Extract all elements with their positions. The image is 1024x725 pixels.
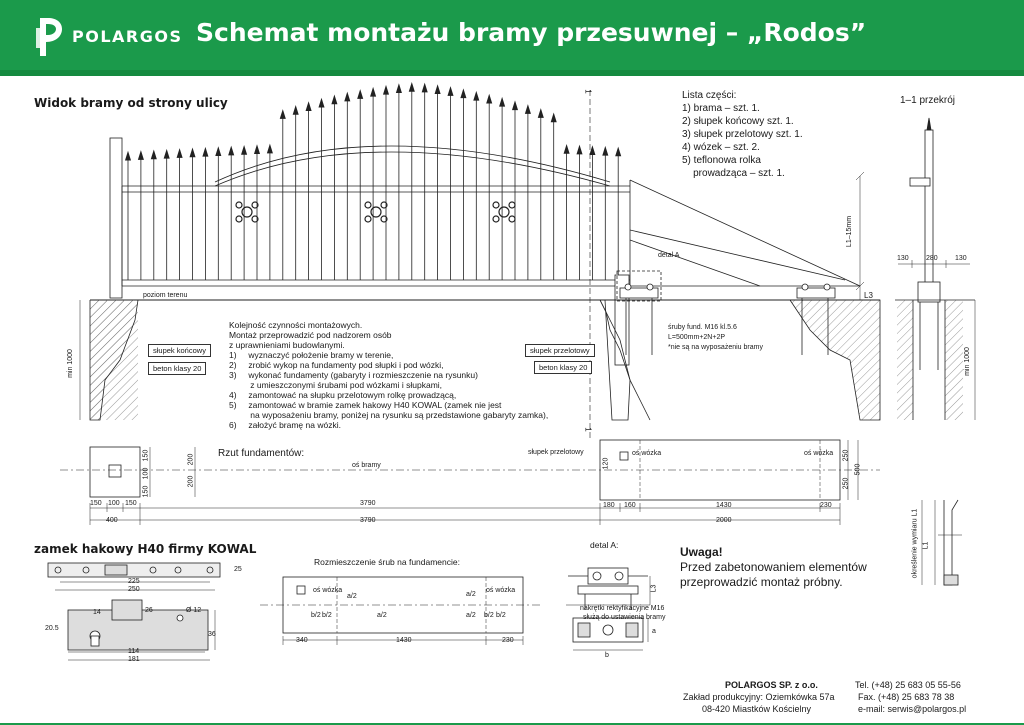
section-mark-bottom: 1 [583, 427, 593, 432]
instr-2: z uprawnieniami budowlanymi. [229, 340, 345, 350]
height-l1-label: L1–15mm [846, 215, 854, 248]
lock-114: 114 [128, 648, 140, 655]
picket-spear-tip [151, 151, 156, 159]
foundation-plan [60, 440, 880, 525]
lock-181: 181 [128, 656, 140, 663]
lock-25: 25 [234, 566, 242, 573]
bl-b2-4: b/2 [496, 612, 506, 619]
fp-250-a: 250 [842, 449, 850, 462]
fp-160: 160 [624, 502, 636, 509]
picket-spear-tip [513, 102, 518, 110]
picket-spear-tip [525, 105, 530, 113]
picket-spear-tip [487, 95, 492, 103]
picket-spear-tip [603, 147, 608, 155]
bl-340: 340 [296, 637, 308, 644]
lock-14: 14 [93, 609, 101, 616]
picket-spear-tip [332, 96, 337, 104]
fp-180: 180 [603, 502, 615, 509]
bl-230: 230 [502, 637, 514, 644]
picket-spear-tip [229, 147, 234, 155]
fp-230: 230 [820, 502, 832, 509]
bl-a2-4: a/2 [466, 612, 476, 619]
fp-120: 120 [602, 457, 610, 470]
instr-6: z umieszczonymi śrubami pod wózkami i słupkami, [229, 380, 443, 390]
fp-200-b: 200 [187, 475, 195, 488]
picket-spear-tip [461, 90, 466, 98]
street-view-heading: Widok bramy od strony ulicy [34, 96, 228, 110]
footer-address2: 08-420 Miastków Kościelny [702, 704, 812, 714]
footer-fax: Fax. (+48) 25 683 78 38 [858, 692, 955, 702]
picket-spear-tip [319, 99, 324, 107]
l1-mark: L1 [922, 541, 930, 550]
instr-0: Kolejność czynności montażowych. [229, 320, 363, 330]
picket-spear-tip [577, 146, 582, 154]
picket-spear-tip [384, 86, 389, 94]
section-dim-b: 280 [926, 255, 938, 262]
bl-b2-3: b/2 [484, 612, 494, 619]
picket-spear-tip [216, 148, 221, 156]
footer-tel: Tel. (+48) 25 683 05 55-56 [855, 680, 961, 690]
picket-spear-tip [448, 88, 453, 96]
parts-item-3: 3) słupek przelotowy szt. 1. [682, 129, 803, 140]
picket-spear-tip [435, 86, 440, 94]
lock-20-5: 20.5 [45, 625, 59, 632]
picket-spear-tip [242, 146, 247, 154]
section-dim-c: 130 [955, 255, 967, 262]
fp-3790-a: 3790 [360, 500, 376, 507]
lock-26: 26 [145, 607, 153, 614]
fp-trolley-axis-1: oś wózka [632, 450, 662, 457]
parts-item-2: 2) słupek końcowy szt. 1. [682, 116, 794, 127]
fp-200-a: 200 [187, 453, 195, 466]
lock-250: 250 [128, 586, 140, 593]
picket-spear-tip [590, 147, 595, 155]
fp-2000: 2000 [716, 517, 732, 524]
instr-5: 3) wykonać fundamenty (gabaryty i rozmieszczenie na rysunku) [229, 370, 478, 380]
fp-bdim-2: 100 [108, 500, 120, 507]
detail-a-a: a [652, 628, 656, 635]
bl-b2-2: b/2 [322, 612, 332, 619]
footer-email[interactable]: e-mail: serwis@polargos.pl [858, 704, 967, 714]
section-dim-a: 130 [897, 255, 909, 262]
fp-500: 500 [854, 463, 862, 476]
picket-spear-tip [616, 148, 621, 156]
section-depth: min 1000 [963, 347, 971, 376]
picket-spear-tip [293, 106, 298, 114]
parts-list-title: Lista części: [682, 90, 737, 101]
warning-line1: Przed zabetonowaniem elementów [680, 560, 867, 574]
warning-line2: przeprowadzić montaż próbny. [680, 575, 843, 589]
parts-item-1: 1) brama – szt. 1. [682, 103, 760, 114]
depth-left-label: min 1000 [66, 349, 74, 378]
picket-spear-tip [551, 114, 556, 122]
instr-10: 6) założyć bramę na wózki. [229, 420, 341, 430]
fp-400: 400 [106, 517, 118, 524]
parts-item-4: 4) wózek – szt. 2. [682, 142, 760, 153]
instr-9: na wyposażeniu bramy, poniżej na rysunku są przedstawione gabaryty zamka), [229, 410, 549, 420]
detail-a-b: b [605, 652, 609, 659]
page-title: Schemat montażu bramy przesuwnej – „Rodos” [196, 18, 867, 47]
parts-item-6: prowadząca – szt. 1. [682, 168, 785, 179]
end-post-label: słupek końcowy [148, 344, 211, 357]
ground-level-label: poziom terenu [143, 292, 188, 299]
picket-spear-tip [255, 146, 260, 154]
bl-b2-1: b/2 [311, 612, 321, 619]
l1-description: określenie wymiaru L1 [911, 508, 919, 579]
fp-vdim-2: 100 [142, 467, 150, 480]
picket-spear-tip [280, 110, 285, 118]
instr-3: 1) wyznaczyć położenie bramy w terenie, [229, 350, 394, 360]
fp-bdim-1: 150 [90, 500, 102, 507]
parts-item-5: 5) teflonowa rolka [682, 155, 761, 166]
nuts-line2: służą do ustawienia bramy [583, 614, 666, 621]
lock-12: Ø 12 [186, 607, 202, 614]
fp-3790-b: 3790 [360, 517, 376, 524]
picket-spear-tip [396, 85, 401, 93]
concrete-left-label: beton klasy 20 [148, 362, 206, 375]
picket-spear-tip [177, 150, 182, 158]
picket-spear-tip [409, 83, 414, 91]
picket-spear-tip [345, 93, 350, 101]
fp-vdim-3: 150 [142, 449, 150, 462]
instr-4: 2) zrobić wykop na fundamenty pod słupki i pod wózki, [229, 360, 444, 370]
fp-bdim-3: 150 [125, 500, 137, 507]
section-title: 1–1 przekrój [900, 95, 956, 106]
picket-spear-tip [164, 150, 169, 158]
picket-spear-tip [138, 151, 143, 159]
fp-vdim-1: 150 [142, 485, 150, 498]
picket-spear-tip [564, 145, 569, 153]
footer-address1: Zakład produkcyjny: Oziemkówka 57a [683, 692, 835, 702]
bl-a2-1: a/2 [347, 593, 357, 600]
bolts-line2: L=500mm+2N+2P [668, 334, 726, 341]
bl-a2-3: a/2 [377, 612, 387, 619]
fp-trolley-axis-2: oś wózka [804, 450, 834, 457]
gate-axis-label: oś bramy [352, 462, 381, 469]
bl-a2-2: a/2 [466, 591, 476, 598]
picket-spear-tip [371, 88, 376, 96]
fp-1430: 1430 [716, 502, 732, 509]
picket-spear-tip [422, 84, 427, 92]
concrete-right-label: beton klasy 20 [534, 361, 592, 374]
bolt-layout-title: Rozmieszczenie śrub na fundamencie: [314, 557, 460, 567]
nuts-line1: nakrętki rektyfikacyjne M16 [580, 605, 665, 612]
picket-spear-tip [474, 92, 479, 100]
bolts-line1: śruby fund. M16 kl.5.6 [668, 324, 737, 331]
picket-spear-tip [203, 148, 208, 156]
picket-spear-tip [538, 110, 543, 118]
picket-spear-tip [358, 90, 363, 98]
detail-a-label: detal A [658, 252, 680, 259]
picket-spear-tip [190, 149, 195, 157]
foundation-plan-title: Rzut fundamentów: [218, 448, 305, 459]
instr-8: 5) zamontować w bramie zamek hakowy H40 KOWAL (zamek nie jest [229, 400, 502, 410]
instr-7: 4) zamontować na słupku przelotowym rolkę prowadzącą, [229, 390, 457, 400]
brand-name: POLARGOS [72, 27, 183, 46]
picket-spear-tip [500, 98, 505, 106]
lock-36: 36 [208, 631, 216, 638]
picket-spear-tip [267, 145, 272, 153]
detail-a-l3: L3 [650, 584, 658, 593]
instr-1: Montaż przeprowadzić pod nadzorem osób [229, 330, 392, 340]
bolts-line3: *nie są na wyposażeniu bramy [668, 344, 763, 351]
l3-label: L3 [864, 291, 873, 300]
warning-title: Uwaga! [680, 545, 723, 559]
picket-spear-tip [306, 103, 311, 111]
section-mark-top: 1 [583, 89, 593, 94]
footer-company: POLARGOS SP. z o.o. [725, 680, 818, 690]
gate-post-label: słupek przelotowy [525, 344, 595, 357]
bl-axis-1: oś wózka [313, 587, 343, 594]
bl-axis-2: oś wózka [486, 587, 516, 594]
fp-gate-post-label: słupek przelotowy [528, 449, 584, 456]
lock-title: zamek hakowy H40 firmy KOWAL [34, 542, 257, 556]
picket-spear-tip [126, 152, 131, 160]
fp-250-b: 250 [842, 477, 850, 490]
lock-225: 225 [128, 578, 140, 585]
detail-a-title: detal A: [590, 540, 619, 550]
bl-1430: 1430 [396, 637, 412, 644]
